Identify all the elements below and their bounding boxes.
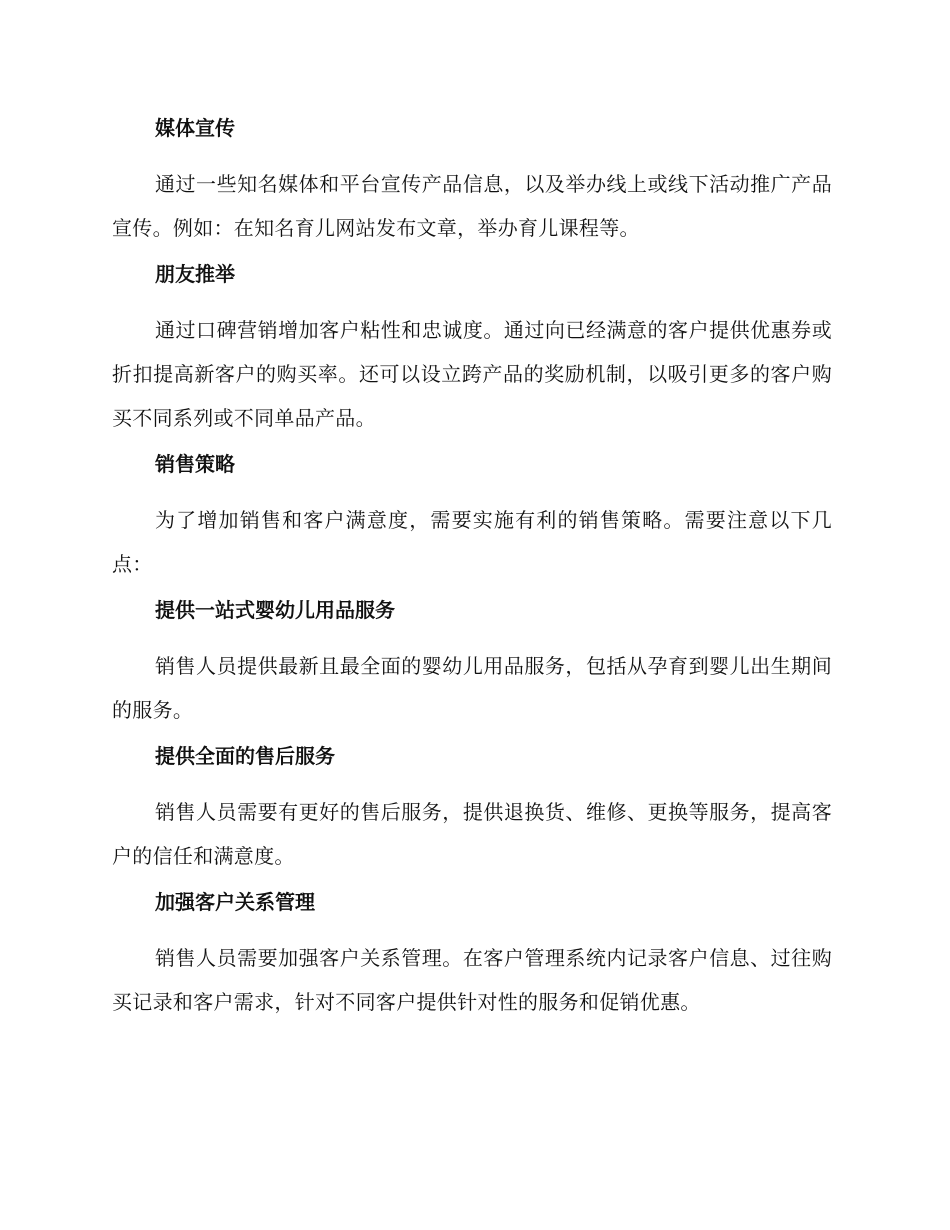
section-heading-referral: 朋友推举 — [155, 262, 235, 286]
section-heading-crm: 加强客户关系管理 — [155, 890, 315, 914]
section-heading-media: 媒体宣传 — [155, 116, 235, 140]
section-paragraph-referral: 通过口碑营销增加客户粘性和忠诚度。通过向已经满意的客户提供优惠券或折扣提高新客户的购买率。还可以设立跨产品的奖励机制，以吸引更多的客户购买不同系列或不同单品产品。 — [112, 318, 832, 430]
section-heading-one-stop-service: 提供一站式婴幼儿用品服务 — [155, 598, 395, 622]
section-paragraph-media: 通过一些知名媒体和平台宣传产品信息，以及举办线上或线下活动推广产品宣传。例如：在知名育儿网站发布文章，举办育儿课程等。 — [112, 172, 832, 240]
section-paragraph-after-sales: 销售人员需要有更好的售后服务，提供退换货、维修、更换等服务，提高客户的信任和满意度。 — [112, 800, 832, 868]
section-paragraph-one-stop-service: 销售人员提供最新且最全面的婴幼儿用品服务，包括从孕育到婴儿出生期间的服务。 — [112, 654, 832, 722]
document-page — [112, 108, 832, 1024]
section-heading-sales-strategy: 销售策略 — [155, 452, 235, 476]
section-paragraph-sales-strategy: 为了增加销售和客户满意度，需要实施有利的销售策略。需要注意以下几点： — [112, 508, 832, 576]
section-paragraph-crm: 销售人员需要加强客户关系管理。在客户管理系统内记录客户信息、过往购买记录和客户需求，针对不同客户提供针对性的服务和促销优惠。 — [112, 946, 832, 1014]
section-heading-after-sales: 提供全面的售后服务 — [155, 744, 335, 768]
